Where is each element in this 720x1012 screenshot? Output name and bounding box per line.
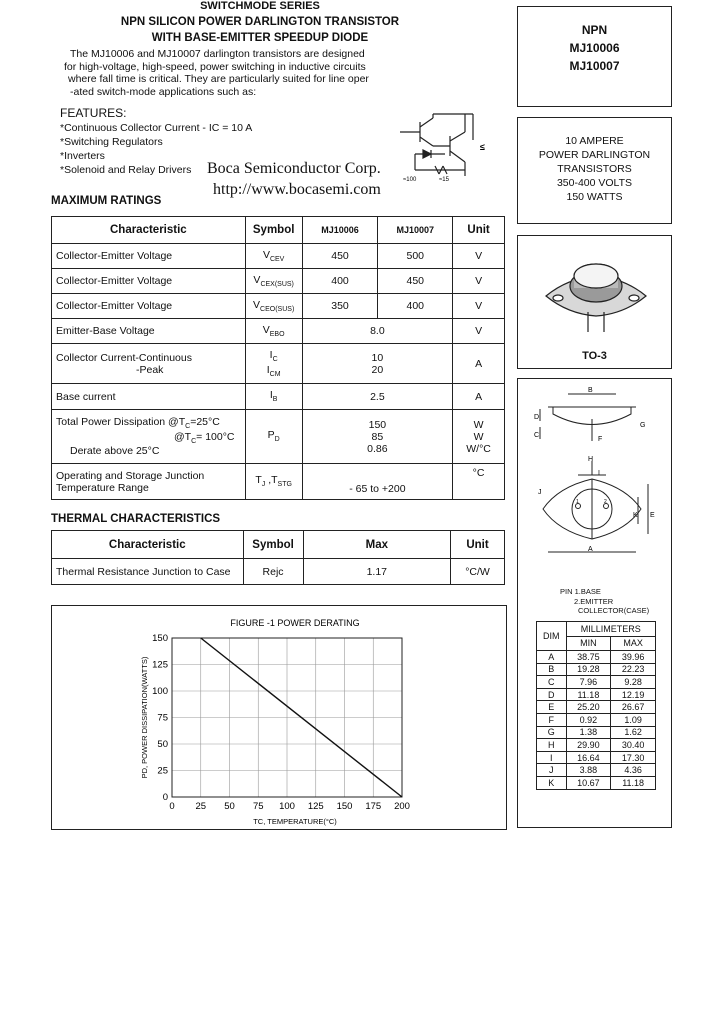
dim-min: 19.28 <box>566 663 611 676</box>
dim-min: 16.64 <box>566 751 611 764</box>
outline-drawing <box>518 379 671 589</box>
features-title: FEATURES: <box>60 106 127 120</box>
to3-package-icon <box>538 246 653 336</box>
value-cell: 500 <box>378 244 453 269</box>
dim-max: 30.40 <box>611 739 656 752</box>
dim-min: 29.90 <box>566 739 611 752</box>
min-header: MIN <box>566 636 611 651</box>
table-row <box>52 559 505 585</box>
dim-max: 1.09 <box>611 713 656 726</box>
unit-cell: °C <box>453 464 505 500</box>
company-url[interactable]: http://www.bocasemi.com <box>213 181 381 198</box>
intro-line: -ated switch-mode applications such as: <box>70 85 257 98</box>
outline-label: E <box>650 512 655 519</box>
dim-label: J <box>537 764 567 777</box>
value-cell: 2.5 <box>302 384 453 410</box>
outline-label: H <box>588 456 594 463</box>
char-cell: Collector-Emitter Voltage <box>52 294 246 319</box>
table-row <box>52 384 505 410</box>
power-derating-chart <box>51 605 507 830</box>
dimensions-table <box>536 621 656 790</box>
dim-max: 12.19 <box>611 688 656 701</box>
dim-min: 10.67 <box>566 776 611 789</box>
intro-line: for high-voltage, high-speed, power switching in inductive circuits <box>64 60 366 73</box>
part-type: NPN <box>581 23 608 37</box>
dim-min: 25.20 <box>566 701 611 714</box>
unit-cell: V <box>453 294 505 319</box>
x-tick-label: 75 <box>252 801 264 812</box>
x-tick-label: 200 <box>394 801 410 812</box>
value-cell: 400 <box>378 294 453 319</box>
spec-line: TRANSISTORS <box>557 163 632 175</box>
x-tick-label: 100 <box>279 801 295 812</box>
unit-cell: V <box>453 319 505 344</box>
symbol-cell: $T_J$ $,T_{STG}$ <box>245 464 302 500</box>
pin-label: 2.EMITTER <box>574 596 614 606</box>
feature-item: *Continuous Collector Current - IC = 10 A <box>60 122 253 134</box>
outline-label: 2 <box>604 499 607 505</box>
unit-cell: W W W/°C <box>453 410 505 464</box>
package-label: TO-3 <box>582 350 607 362</box>
feature-item: *Solenoid and Relay Drivers <box>60 164 192 176</box>
table-header-row <box>52 217 505 244</box>
dim-row <box>537 776 656 789</box>
outline-label: 1 <box>576 499 579 505</box>
dim-label: I <box>537 751 567 764</box>
char-cell: Emitter-Base Voltage <box>52 319 246 344</box>
part-number: MJ10007 <box>569 59 620 73</box>
x-tick-label: 125 <box>307 801 324 812</box>
unit-cell: A <box>453 344 505 384</box>
char-cell: Collector Current-Continuous -Peak <box>52 344 246 384</box>
package-box <box>517 235 672 369</box>
series-title: SWITCHMODE SERIES <box>200 0 320 12</box>
y-tick-label: 0 <box>162 792 168 803</box>
dim-label: A <box>537 651 567 664</box>
table-row <box>52 294 505 319</box>
y-tick-label: 100 <box>152 686 168 697</box>
svg-text:≈15: ≈15 <box>439 177 449 183</box>
page-title: NPN SILICON POWER DARLINGTON TRANSISTOR <box>120 16 400 28</box>
dim-row <box>537 663 656 676</box>
spec-line: 150 WATTS <box>566 191 623 203</box>
symbol-cell: $I_C$ $I_{CM}$ <box>245 344 302 384</box>
dim-row <box>537 701 656 714</box>
y-axis-label: PD, POWER DISSIPATION(WATTS) <box>140 656 149 779</box>
dim-min: 11.18 <box>566 688 611 701</box>
char-cell: Base current <box>52 384 246 410</box>
value-cell: 1.17 <box>303 559 451 585</box>
svg-text:≈100: ≈100 <box>403 177 417 183</box>
max-ratings-title: MAXIMUM RATINGS <box>51 195 162 207</box>
outline-label: K <box>633 512 638 519</box>
symbol-cell: $I_B$ <box>245 384 302 410</box>
chart-svg <box>52 606 506 829</box>
y-tick-label: 150 <box>152 633 168 644</box>
y-tick-label: 25 <box>157 765 168 777</box>
outline-label: J <box>538 489 542 496</box>
symbol-cell: $P_D$ <box>245 410 302 464</box>
outline-label: B <box>588 387 593 394</box>
unit-cell: V <box>453 269 505 294</box>
spec-line: POWER DARLINGTON <box>538 149 651 161</box>
outline-label: I <box>598 470 600 477</box>
dim-row <box>537 688 656 701</box>
char-cell: Total Power Dissipation $@T_C=25^\circ C$ $@T_C= 100^\circ C$ Derate above 25°C <box>52 410 246 464</box>
dim-max: 22.23 <box>611 663 656 676</box>
value-cell: 450 <box>302 244 378 269</box>
dim-max: 39.96 <box>611 651 656 664</box>
table-header-row <box>52 531 505 559</box>
thermal-table <box>51 530 505 585</box>
header-cell: Unit <box>451 531 505 559</box>
table-row <box>52 410 505 464</box>
symbol-cell: $V_{CEV}$ <box>245 244 302 269</box>
header-cell: Characteristic <box>52 217 246 244</box>
dim-min: 1.38 <box>566 726 611 739</box>
dim-min: 0.92 <box>566 713 611 726</box>
dim-label: E <box>537 701 567 714</box>
dim-max: 9.28 <box>611 676 656 689</box>
header-cell: Unit <box>453 217 505 244</box>
header-cell: MJ10007 <box>378 217 453 244</box>
chart-title: FIGURE -1 POWER DERATING <box>230 618 360 628</box>
dim-max: 4.36 <box>611 764 656 777</box>
value-cell: 400 <box>302 269 378 294</box>
symbol-cell: $V_{EBO}$ <box>245 319 302 344</box>
outline-label: D <box>534 414 540 421</box>
max-ratings-table <box>51 216 505 500</box>
page-subtitle: WITH BASE-EMITTER SPEEDUP DIODE <box>151 32 369 44</box>
table-row <box>52 344 505 384</box>
header-cell: Symbol <box>243 531 303 559</box>
pin-label: PIN 1.BASE <box>560 587 601 596</box>
dim-label: K <box>537 776 567 789</box>
dim-label: C <box>537 676 567 689</box>
outline-label: A <box>588 546 593 553</box>
part-number: MJ10006 <box>569 41 620 55</box>
table-row <box>52 464 505 500</box>
outline-box <box>517 378 672 828</box>
value-cell: - 65 to +200 <box>302 464 453 500</box>
table-row <box>52 319 505 344</box>
value-cell: 450 <box>378 269 453 294</box>
darlington-schematic-icon <box>395 110 500 185</box>
x-tick-label: 175 <box>365 801 382 812</box>
spec-summary-box <box>517 117 672 224</box>
pin-legend <box>560 587 649 616</box>
y-tick-label: 50 <box>157 739 168 750</box>
dim-row <box>537 764 656 777</box>
char-cell: Thermal Resistance Junction to Case <box>52 559 244 585</box>
dim-min: 38.75 <box>566 651 611 664</box>
dim-row <box>537 713 656 726</box>
value-cell: 150 85 0.86 <box>302 410 453 464</box>
dim-max: 17.30 <box>611 751 656 764</box>
x-axis-label: TC, TEMPERATURE(°C) <box>253 817 337 826</box>
header-cell: Characteristic <box>52 531 244 559</box>
dim-max: 26.67 <box>611 701 656 714</box>
table-row <box>52 244 505 269</box>
unit-cell: A <box>453 384 505 410</box>
svg-text:≤: ≤ <box>480 142 485 152</box>
feature-item: *Inverters <box>60 150 105 162</box>
dim-row <box>537 651 656 664</box>
dim-label: G <box>537 726 567 739</box>
symbol-cell: $V_{CEX(SUS)}$ <box>245 269 302 294</box>
unit-cell: V <box>453 244 505 269</box>
intro-line: where fall time is critical. They are particularly suited for line oper <box>68 73 369 85</box>
dim-label: H <box>537 739 567 752</box>
header-cell: Symbol <box>245 217 302 244</box>
x-tick-label: 50 <box>224 801 235 812</box>
outline-label: F <box>598 436 603 443</box>
x-tick-label: 0 <box>169 801 175 812</box>
dim-header: DIM <box>537 622 567 651</box>
pin-label: COLLECTOR(CASE) <box>578 606 650 615</box>
outline-label: G <box>640 422 646 429</box>
dim-row <box>537 751 656 764</box>
char-cell: Collector-Emitter Voltage <box>52 244 246 269</box>
dim-max: 11.18 <box>611 776 656 789</box>
symbol-cell: $V_{CEO(SUS)}$ <box>245 294 302 319</box>
thermal-title: THERMAL CHARACTERISTICS <box>51 513 221 525</box>
spec-line: 350-400 VOLTS <box>556 177 633 189</box>
part-number-box <box>517 6 672 107</box>
dim-min: 3.88 <box>566 764 611 777</box>
company-name: Boca Semiconductor Corp. <box>207 160 381 177</box>
intro-text <box>64 48 404 98</box>
header-cell: MJ10006 <box>302 217 378 244</box>
dim-label: D <box>537 688 567 701</box>
y-tick-label: 125 <box>152 659 168 671</box>
x-tick-label: 25 <box>195 801 207 812</box>
symbol-cell: Rejc <box>243 559 303 585</box>
dim-label: B <box>537 663 567 676</box>
spec-line: 10 AMPERE <box>565 135 624 147</box>
intro-line: The MJ10006 and MJ10007 darlington transistors are designed <box>70 48 365 60</box>
dim-row <box>537 726 656 739</box>
outline-label: C <box>534 432 540 439</box>
x-tick-label: 150 <box>336 801 353 812</box>
char-cell: Operating and Storage Junction Temperature Range <box>52 464 246 500</box>
dim-label: F <box>537 713 567 726</box>
value-cell: 10 20 <box>302 344 453 384</box>
dim-row <box>537 739 656 752</box>
char-cell: Collector-Emitter Voltage <box>52 269 246 294</box>
dim-max: 1.62 <box>611 726 656 739</box>
max-header: MAX <box>611 636 656 651</box>
header-cell: Max <box>303 531 451 559</box>
y-tick-label: 75 <box>157 712 168 724</box>
value-cell: 8.0 <box>302 319 453 344</box>
table-row <box>52 269 505 294</box>
value-cell: 350 <box>302 294 378 319</box>
feature-item: *Switching Regulators <box>60 136 163 148</box>
dim-min: 7.96 <box>566 676 611 689</box>
unit-cell: °C/W <box>451 559 505 585</box>
dim-row <box>537 676 656 689</box>
mm-header: MILLIMETERS <box>566 622 655 637</box>
